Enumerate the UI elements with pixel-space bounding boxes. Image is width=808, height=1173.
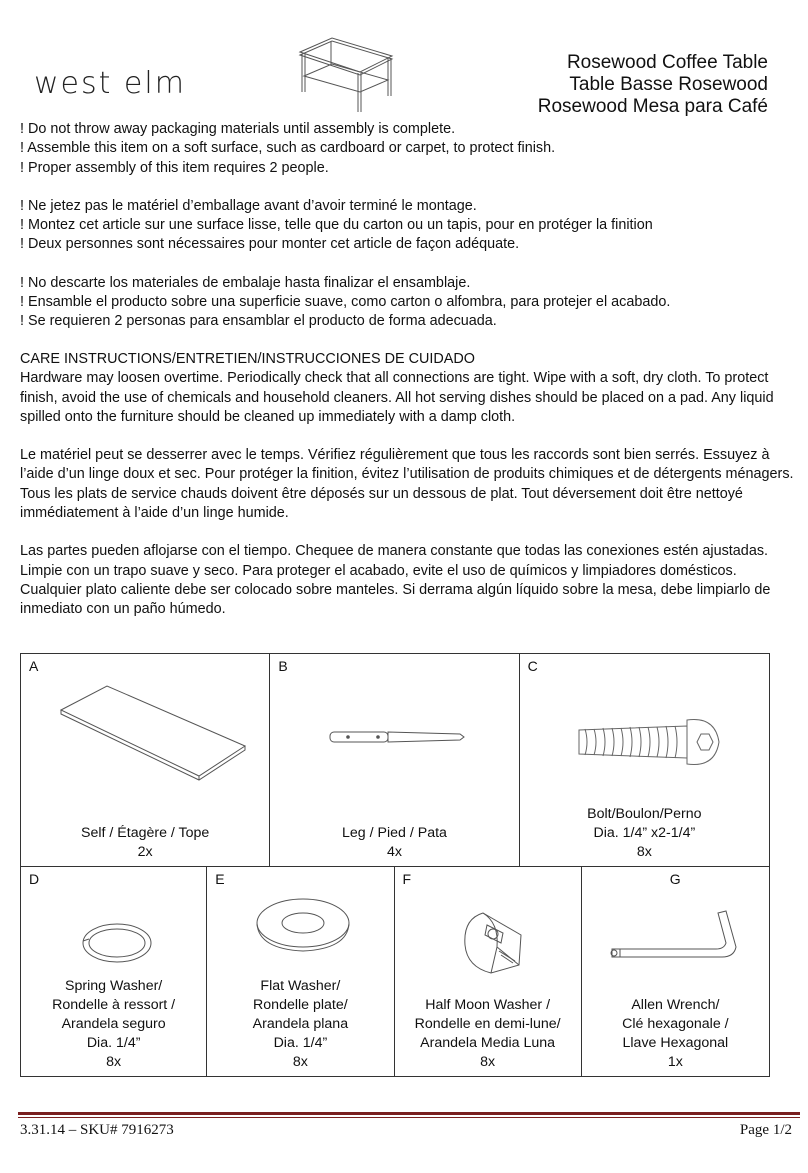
care-en: Hardware may loosen overtime. Periodically check that all connections are tight. Wipe with a soft, dry cloth. To protect finish, avoid the use of chemicals and household cleaners. All hot serving dishes should be placed on a pad. Any liquid spilled onto the furniture should be cleaned up immediately with a damp cloth. [20, 370, 774, 425]
care-heading: CARE INSTRUCTIONS/ENTRETIEN/INSTRUCCIONES DE CUIDADO [20, 351, 475, 367]
part-g-name-fr: Clé hexagonale / [622, 1016, 729, 1032]
part-d-name-en: Spring Washer/ [65, 978, 163, 994]
part-d-cell [21, 867, 207, 1077]
brand-logo: west elm [34, 66, 186, 101]
leg-icon [328, 726, 468, 748]
part-a-letter: A [29, 658, 39, 674]
part-d-name-fr: Rondelle à ressort / [52, 997, 176, 1013]
warning-fr-2: ! Montez cet article sur une surface lisse, telle que du carton ou un tapis, pour en protéger la finition [20, 217, 653, 234]
part-c-caption [520, 805, 769, 862]
part-c-cell [519, 654, 769, 867]
part-b-name: Leg / Pied / Pata [342, 825, 447, 841]
part-e-size: Dia. 1/4” [273, 1035, 328, 1051]
part-b-qty: 4x [387, 844, 402, 860]
part-g-letter: G [669, 871, 681, 887]
part-d-name-es: Arandela seguro [61, 1016, 166, 1032]
flat-washer-icon [253, 895, 353, 955]
half-moon-washer-icon [457, 907, 529, 977]
part-a-qty: 2x [137, 844, 153, 860]
care-fr: Le matériel peut se desserrer avec le temps. Vérifiez régulièrement que tous les raccords sont bien serrés. Essuyez à l’aide d’un linge doux et sec. Pour protéger la finition, évitez l’utilisation de produits chimiques et de détergents ménagers. Tous les plats de service chauds doivent être déposés sur un dessous de plat. Tout déversement doit être nettoyé immédiatement à l’aide d’un linge humide. [20, 447, 794, 522]
part-f-qty: 8x [480, 1054, 496, 1070]
footer-date-sku: 3.31.14 – SKU# 7916273 [20, 1122, 174, 1138]
part-g-cell [581, 867, 769, 1077]
part-b-cell [270, 654, 519, 867]
part-a-name: Self / Étagère / Tope [81, 825, 210, 841]
shelf-panel-icon [59, 684, 249, 784]
coffee-table-icon [296, 34, 396, 116]
part-f-caption [395, 996, 581, 1072]
part-e-caption [207, 977, 393, 1072]
title-es: Rosewood Mesa para Café [537, 96, 768, 117]
part-b-caption [270, 824, 518, 862]
part-d-letter: D [29, 871, 40, 887]
title-fr: Table Basse Rosewood [569, 74, 768, 95]
warning-es-3: ! Se requieren 2 personas para ensamblar el producto de forma adecuada. [20, 313, 497, 330]
part-d-caption [21, 977, 206, 1072]
product-title-block [538, 52, 768, 118]
footer-rule-thin [18, 1117, 800, 1118]
part-f-name-fr: Rondelle en demi-lune/ [414, 1016, 561, 1032]
part-f-cell [394, 867, 581, 1077]
part-a-cell [21, 654, 270, 867]
warning-en-2: ! Assemble this item on a soft surface, such as cardboard or carpet, to protect finish. [20, 140, 556, 157]
warning-fr-3: ! Deux personnes sont nécessaires pour monter cet article de façon adéquate. [20, 236, 520, 253]
part-g-name-en: Allen Wrench/ [631, 997, 720, 1013]
part-d-size: Dia. 1/4” [86, 1035, 141, 1051]
part-e-name-fr: Rondelle plate/ [253, 997, 348, 1013]
part-f-letter: F [402, 871, 412, 887]
warning-en-1: ! Do not throw away packaging materials until assembly is complete. [20, 121, 456, 137]
part-e-letter: E [215, 871, 225, 887]
care-instructions [20, 350, 795, 620]
part-a-caption [21, 824, 269, 862]
title-en: Rosewood Coffee Table [566, 52, 768, 73]
care-es: Las partes pueden aflojarse con el tiempo. Chequee de manera constante que todas las conexiones estén ajustadas. Limpie con un trapo suave y seco. Para proteger el acabado, evite el uso de químicos y limpiadores domésticos. Cualquier plato caliente debe ser colocado sobre manteles. Si derrama algún líquido sobre la mesa, debe limpiarlo de inmediato con un paño húmedo. [20, 543, 771, 618]
part-c-name: Bolt/Boulon/Perno [587, 806, 702, 822]
warning-es-2: ! Ensamble el producto sobre una superficie suave, como carton o alfombra, para protejer el acabado. [20, 294, 671, 311]
warning-es-1: ! No descarte los materiales de embalaje hasta finalizar el ensamblaje. [20, 274, 471, 291]
part-c-size: Dia. 1/4” x2-1/4” [593, 825, 696, 841]
part-g-caption [582, 996, 769, 1072]
bolt-icon [575, 712, 725, 772]
footer-page-number: Page 1/2 [739, 1122, 792, 1138]
parts-table-row-2 [20, 866, 770, 1077]
part-g-name-es: Llave Hexagonal [622, 1035, 729, 1051]
spring-washer-icon [77, 919, 157, 969]
part-c-qty: 8x [636, 844, 652, 860]
parts-table-row-1 [20, 653, 770, 867]
footer-rule [18, 1112, 800, 1115]
warning-en-3: ! Proper assembly of this item requires 2 people. [20, 159, 329, 176]
part-e-name-en: Flat Washer/ [260, 978, 341, 994]
assembly-warnings [20, 120, 790, 332]
allen-wrench-icon [608, 907, 738, 977]
part-g-qty: 1x [667, 1054, 683, 1070]
part-e-name-es: Arandela plana [252, 1016, 349, 1032]
part-c-letter: C [527, 658, 538, 674]
warning-fr-1: ! Ne jetez pas le matériel d’emballage avant d’avoir terminé le montage. [20, 197, 477, 214]
part-f-name-es: Arandela Media Luna [420, 1035, 556, 1051]
part-e-qty: 8x [292, 1054, 308, 1070]
part-f-name-en: Half Moon Washer / [425, 997, 551, 1013]
part-e-cell [207, 867, 394, 1077]
part-b-letter: B [278, 658, 288, 674]
part-d-qty: 8x [106, 1054, 122, 1070]
